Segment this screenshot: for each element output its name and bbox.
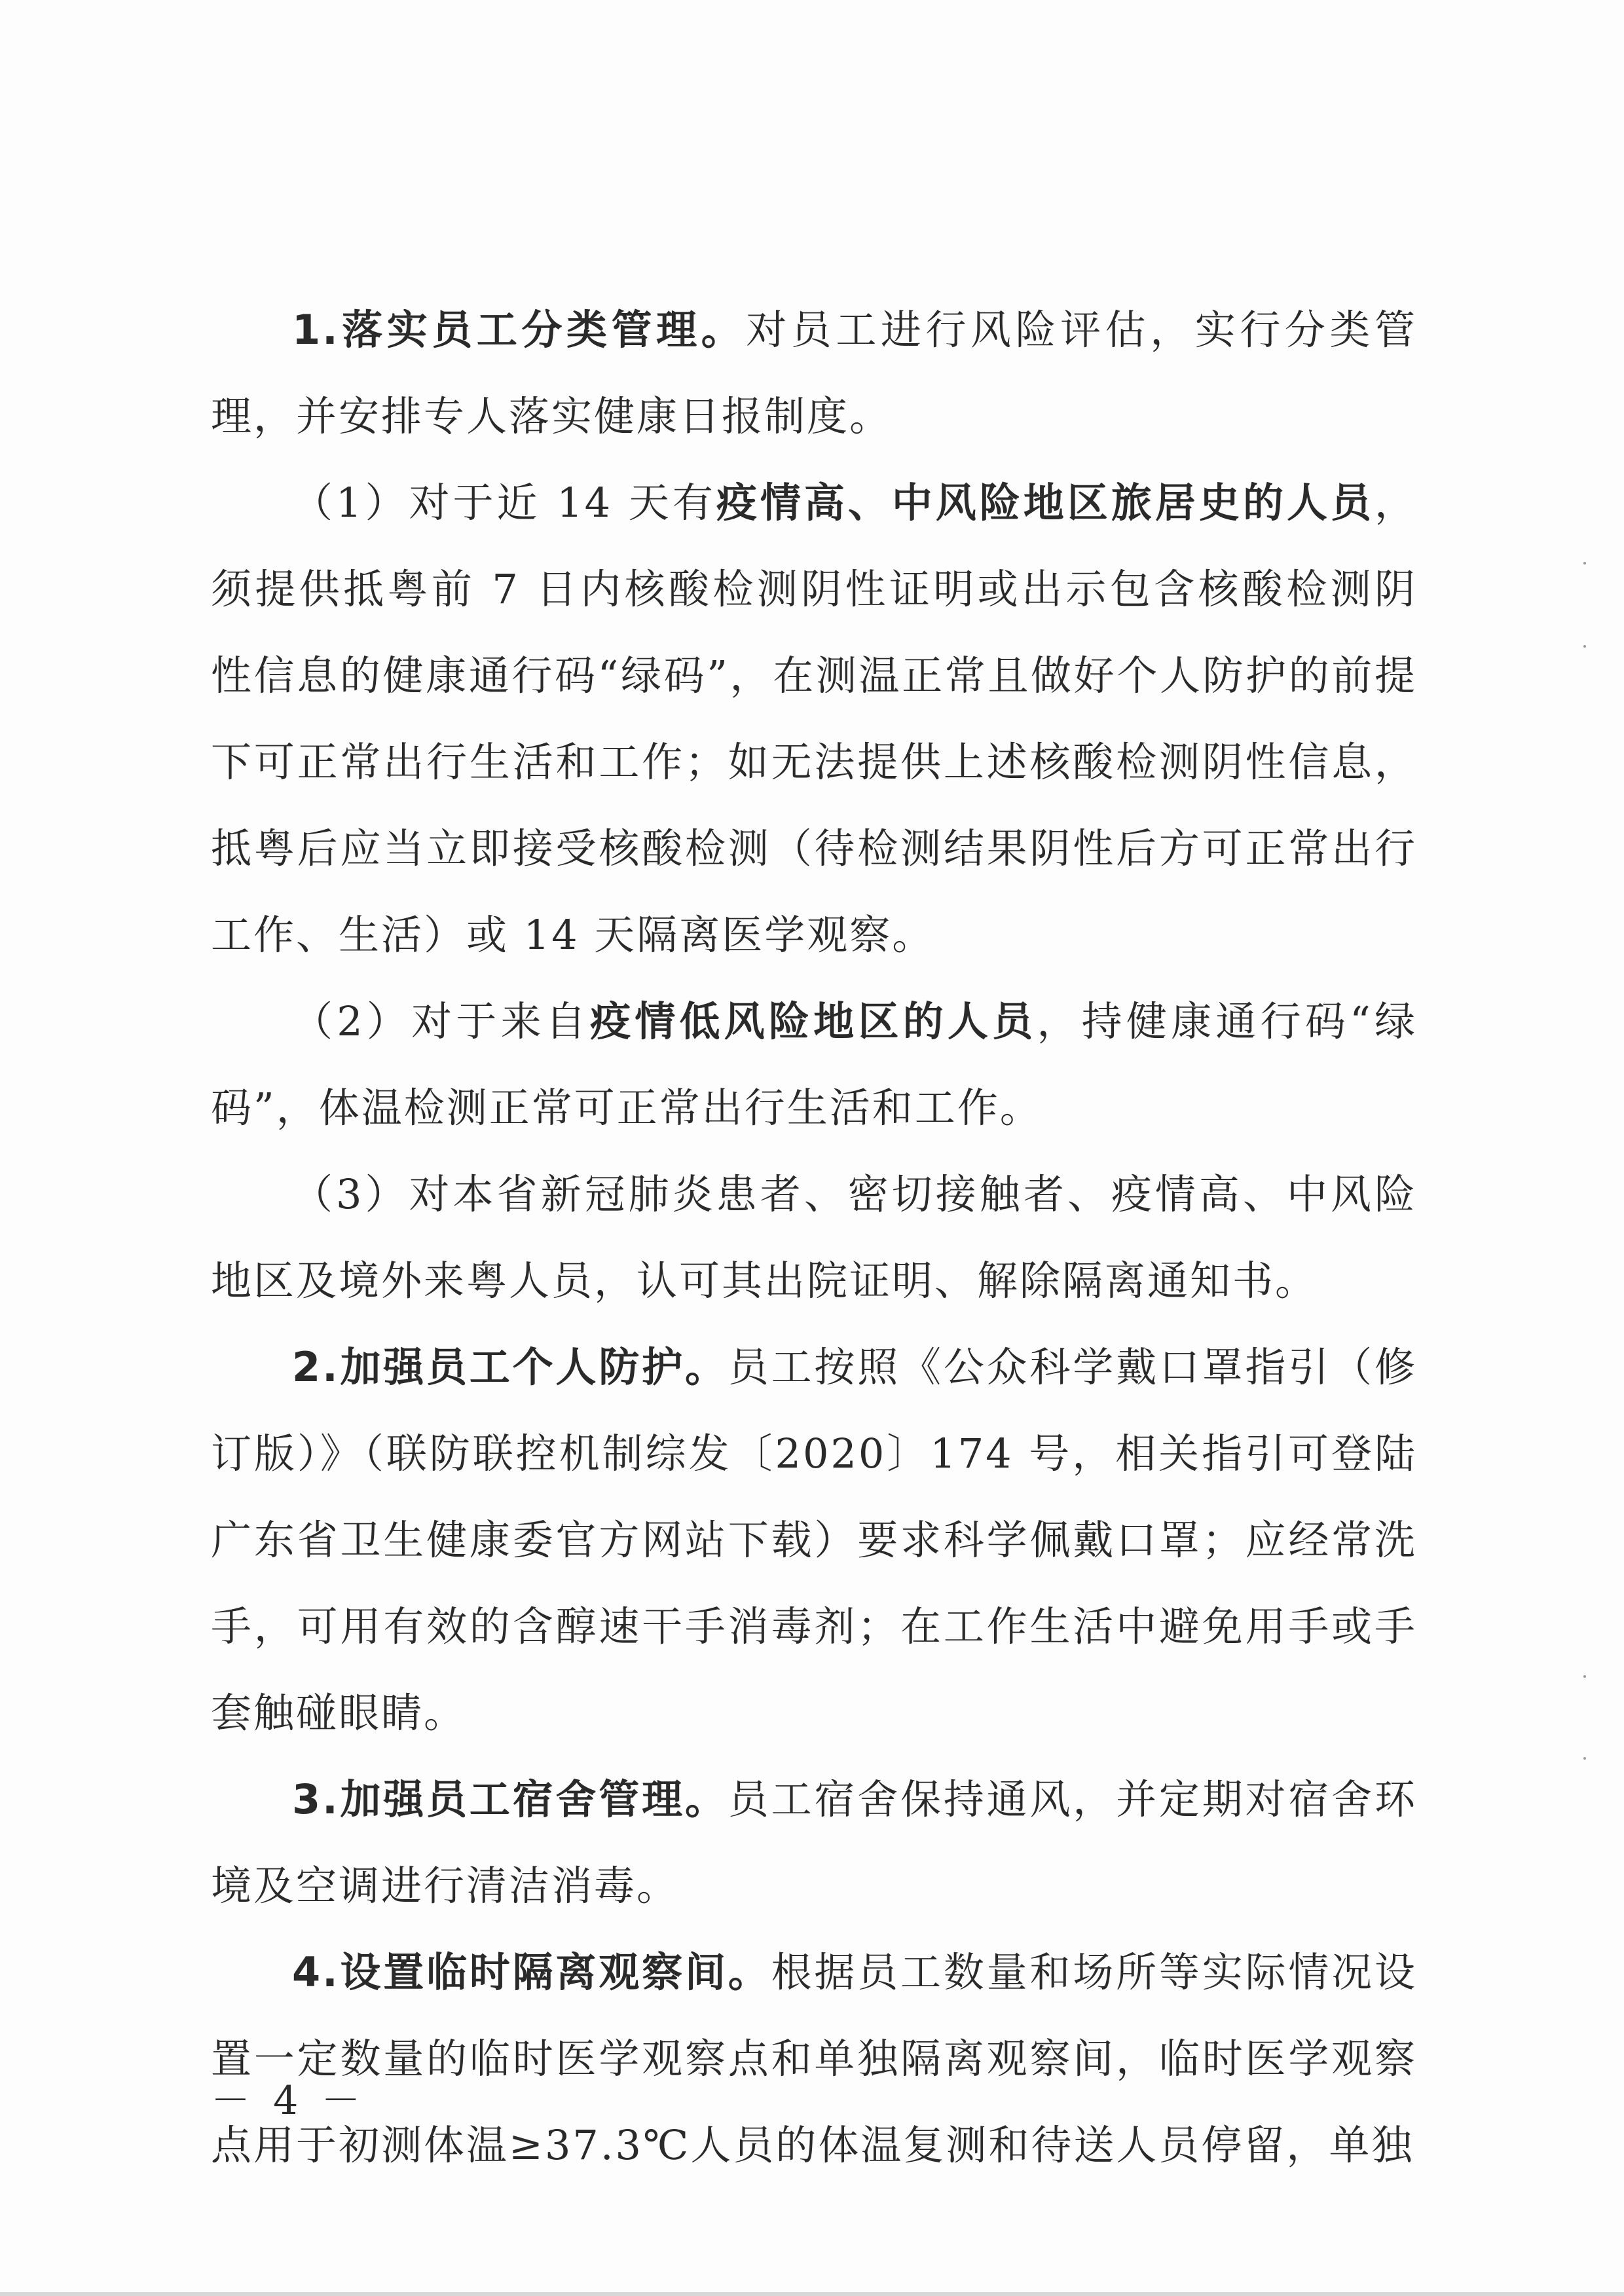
- paragraph-1-item-3-text: （3）对本省新冠肺炎患者、密切接触者、疫情高、中风险地区及境外来粤人员，认可其出院证明、解除隔离通知书。: [211, 1170, 1417, 1305]
- paragraph-2: [211, 1324, 1417, 1756]
- paragraph-1-text: 对员工进行风险评估，实行分类管理，并安排专人落实健康日报制度。: [211, 306, 1417, 440]
- heading-personal-protection: 2.加强员工个人防护。: [292, 1343, 728, 1391]
- paragraph-3: [211, 1756, 1417, 1929]
- paragraph-4: [211, 1929, 1417, 2189]
- heading-staff-classification: 1.落实员工分类管理。: [292, 306, 747, 354]
- scan-speck: [1583, 1757, 1586, 1760]
- scan-speck: [1583, 645, 1586, 648]
- paragraph-1-item-2-prefix: （2）对于来自: [292, 997, 591, 1045]
- paragraph-1-item-2-text: ，持健康通行码“绿码”，体温检测正常可正常出行生活和工作。: [211, 997, 1417, 1132]
- paragraph-1-item-1-text: ，须提供抵粤前 7 日内核酸检测阴性证明或出示包含核酸检测阴性信息的健康通行码“绿码”，在测温正常且做好个人防护的前提下可正常出行生活和工作；如无法提供上述核酸检测阴性信息，抵粤后应当立即接受核酸检测（待检测结果阴性后方可正常出行工作、生活）或 14 天隔离医学观察。: [211, 479, 1417, 959]
- paragraph-1: [211, 287, 1417, 460]
- paragraph-3-text: 员工宿舍保持通风，并定期对宿舍环境及空调进行清洁消毒。: [211, 1775, 1417, 1910]
- emphasis-high-medium-risk: 疫情高、中风险地区旅居史的人员: [716, 479, 1375, 527]
- paragraph-1-item-2: [211, 978, 1417, 1151]
- page-bottom-edge: [0, 2292, 1624, 2296]
- emphasis-low-risk: 疫情低风险地区的人员: [590, 997, 1037, 1045]
- heading-isolation-room: 4.设置临时隔离观察间。: [292, 1948, 771, 1996]
- scan-speck: [1583, 562, 1586, 565]
- paragraph-1-item-3: [211, 1151, 1417, 1324]
- heading-dormitory-management: 3.加强员工宿舍管理。: [292, 1775, 728, 1823]
- scan-speck: [1583, 1675, 1586, 1678]
- paragraph-4-text: 根据员工数量和场所等实际情况设置一定数量的临时医学观察点和单独隔离观察间，临时医学观察点用于初测体温≥37.3℃人员的体温复测和待送人员停留，单独: [211, 1948, 1417, 2169]
- document-body: [211, 287, 1417, 2189]
- paragraph-1-item-1: [211, 460, 1417, 978]
- paragraph-1-item-1-prefix: （1）对于近 14 天有: [292, 479, 716, 527]
- paragraph-2-text: 员工按照《公众科学戴口罩指引（修订版）》（联防联控机制综发〔2020〕174 号，相关指引可登陆广东省卫生健康委官方网站下载）要求科学佩戴口罩；应经常洗手，可用有效的含醇速干手消毒剂；在工作生活中避免用手或手套触碰眼睛。: [211, 1343, 1417, 1737]
- page-number: － 4 －: [211, 2078, 366, 2124]
